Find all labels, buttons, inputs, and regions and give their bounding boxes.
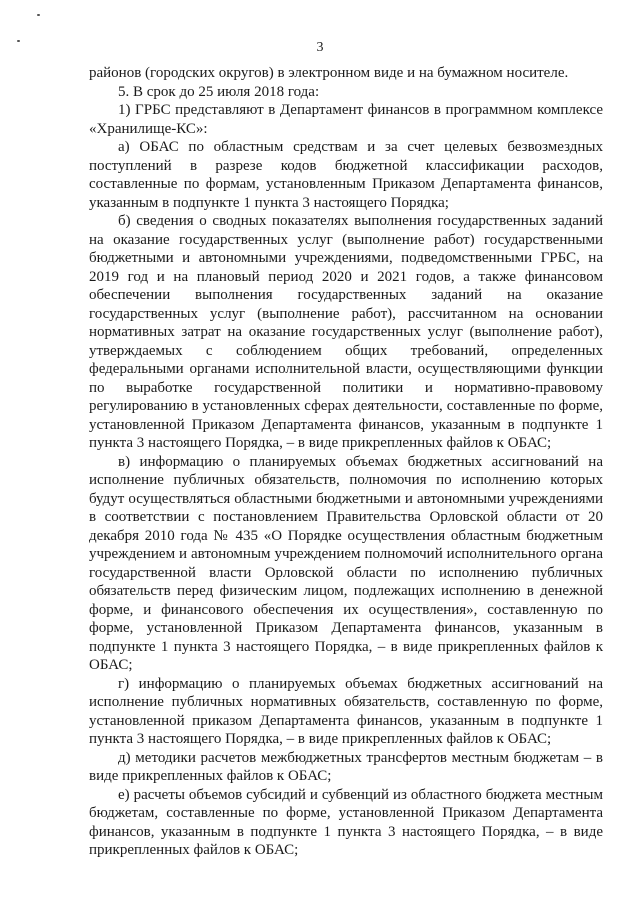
paragraph-subitem-e: е) расчеты объемов субсидий и субвенций из областного бюджета местным бюджетам, составленные по форме, установленной Приказом Департамента финансов, указанным в подпункте 1 пункта 3 настоящего Порядка, – в виде прикрепленных файлов к ОБАС; (89, 786, 603, 858)
paragraph-subitem-1: 1) ГРБС представляют в Департамент финансов в программном комплексе «Хранилище-КС»: (89, 102, 603, 137)
page-number: 3 (316, 40, 324, 55)
paragraph-subitem-b: б) сведения о сводных показателях выполнения государственных заданий на оказание государственных услуг (выполнение работ) государственными бюджетными и автономными учреждениями, подведомственными ГРБС, на 2019 год и на плановый период 2020 и 2021 годов, а также финансовом обеспечении выполнения государственных заданий на оказание государственных услуг (выполнение работ), рассчитанном на основании нормативных затрат на оказание государственных услуг (выполнение работ), утверждаемых с соблюдением общих требований, определенных федеральными органами исполнительной власти, осуществляющими функции по выработке государственной политики и нормативно-правовому регулированию в установленных сферах деятельности, составленные по форме, установленной Приказом Департамента финансов, указанным в подпункте 1 пункта 3 настоящего Порядка, – в виде прикрепленных файлов к ОБАС; (89, 213, 603, 451)
paragraph-subitem-a: а) ОБАС по областным средствам и за счет целевых безвозмездных поступлений в разрезе кодов бюджетной классификации расходов, составленные по формам, установленным Приказом Департамента финансов, указанным в подпункте 1 пункта 3 настоящего Порядка; (89, 139, 603, 211)
document-body (89, 64, 603, 860)
scan-speck (37, 14, 40, 16)
paragraph-continuation: районов (городских округов) в электронном виде и на бумажном носителе. (89, 65, 569, 81)
paragraph-subitem-g: г) информацию о планируемых объемах бюджетных ассигнований на исполнение публичных нормативных обязательств, составленную по форме, установленной приказом Департамента финансов, указанным в подпункте 1 пункта 3 настоящего Порядка, – в виде прикрепленных файлов к ОБАС; (89, 675, 603, 747)
paragraph-item-5: 5. В срок до 25 июля 2018 года: (118, 83, 320, 100)
paragraph-subitem-d: д) методики расчетов межбюджетных трансфертов местным бюджетам – в виде прикрепленных файлов к ОБАС; (89, 749, 603, 784)
paragraph-subitem-v: в) информацию о планируемых объемах бюджетных ассигнований на исполнение публичных обязательств, полномочия по исполнению которых будут осуществляться областными бюджетными и автономными учреждениями в соответствии с постановлением Правительства Орловской области от 20 декабря 2010 года № 435 «О Порядке осуществления областным бюджетным учреждением и автономным учреждением полномочий исполнительного органа государственной власти Орловской области по исполнению публичных обязательств перед физическим лицом, подлежащих исполнению в денежной форме, и финансового обеспечения их осуществления», составленную по форме, установленной Приказом Департамента финансов, указанным в подпункте 1 пункта 3 настоящего Порядка, – в виде прикрепленных файлов к ОБАС; (89, 453, 603, 673)
